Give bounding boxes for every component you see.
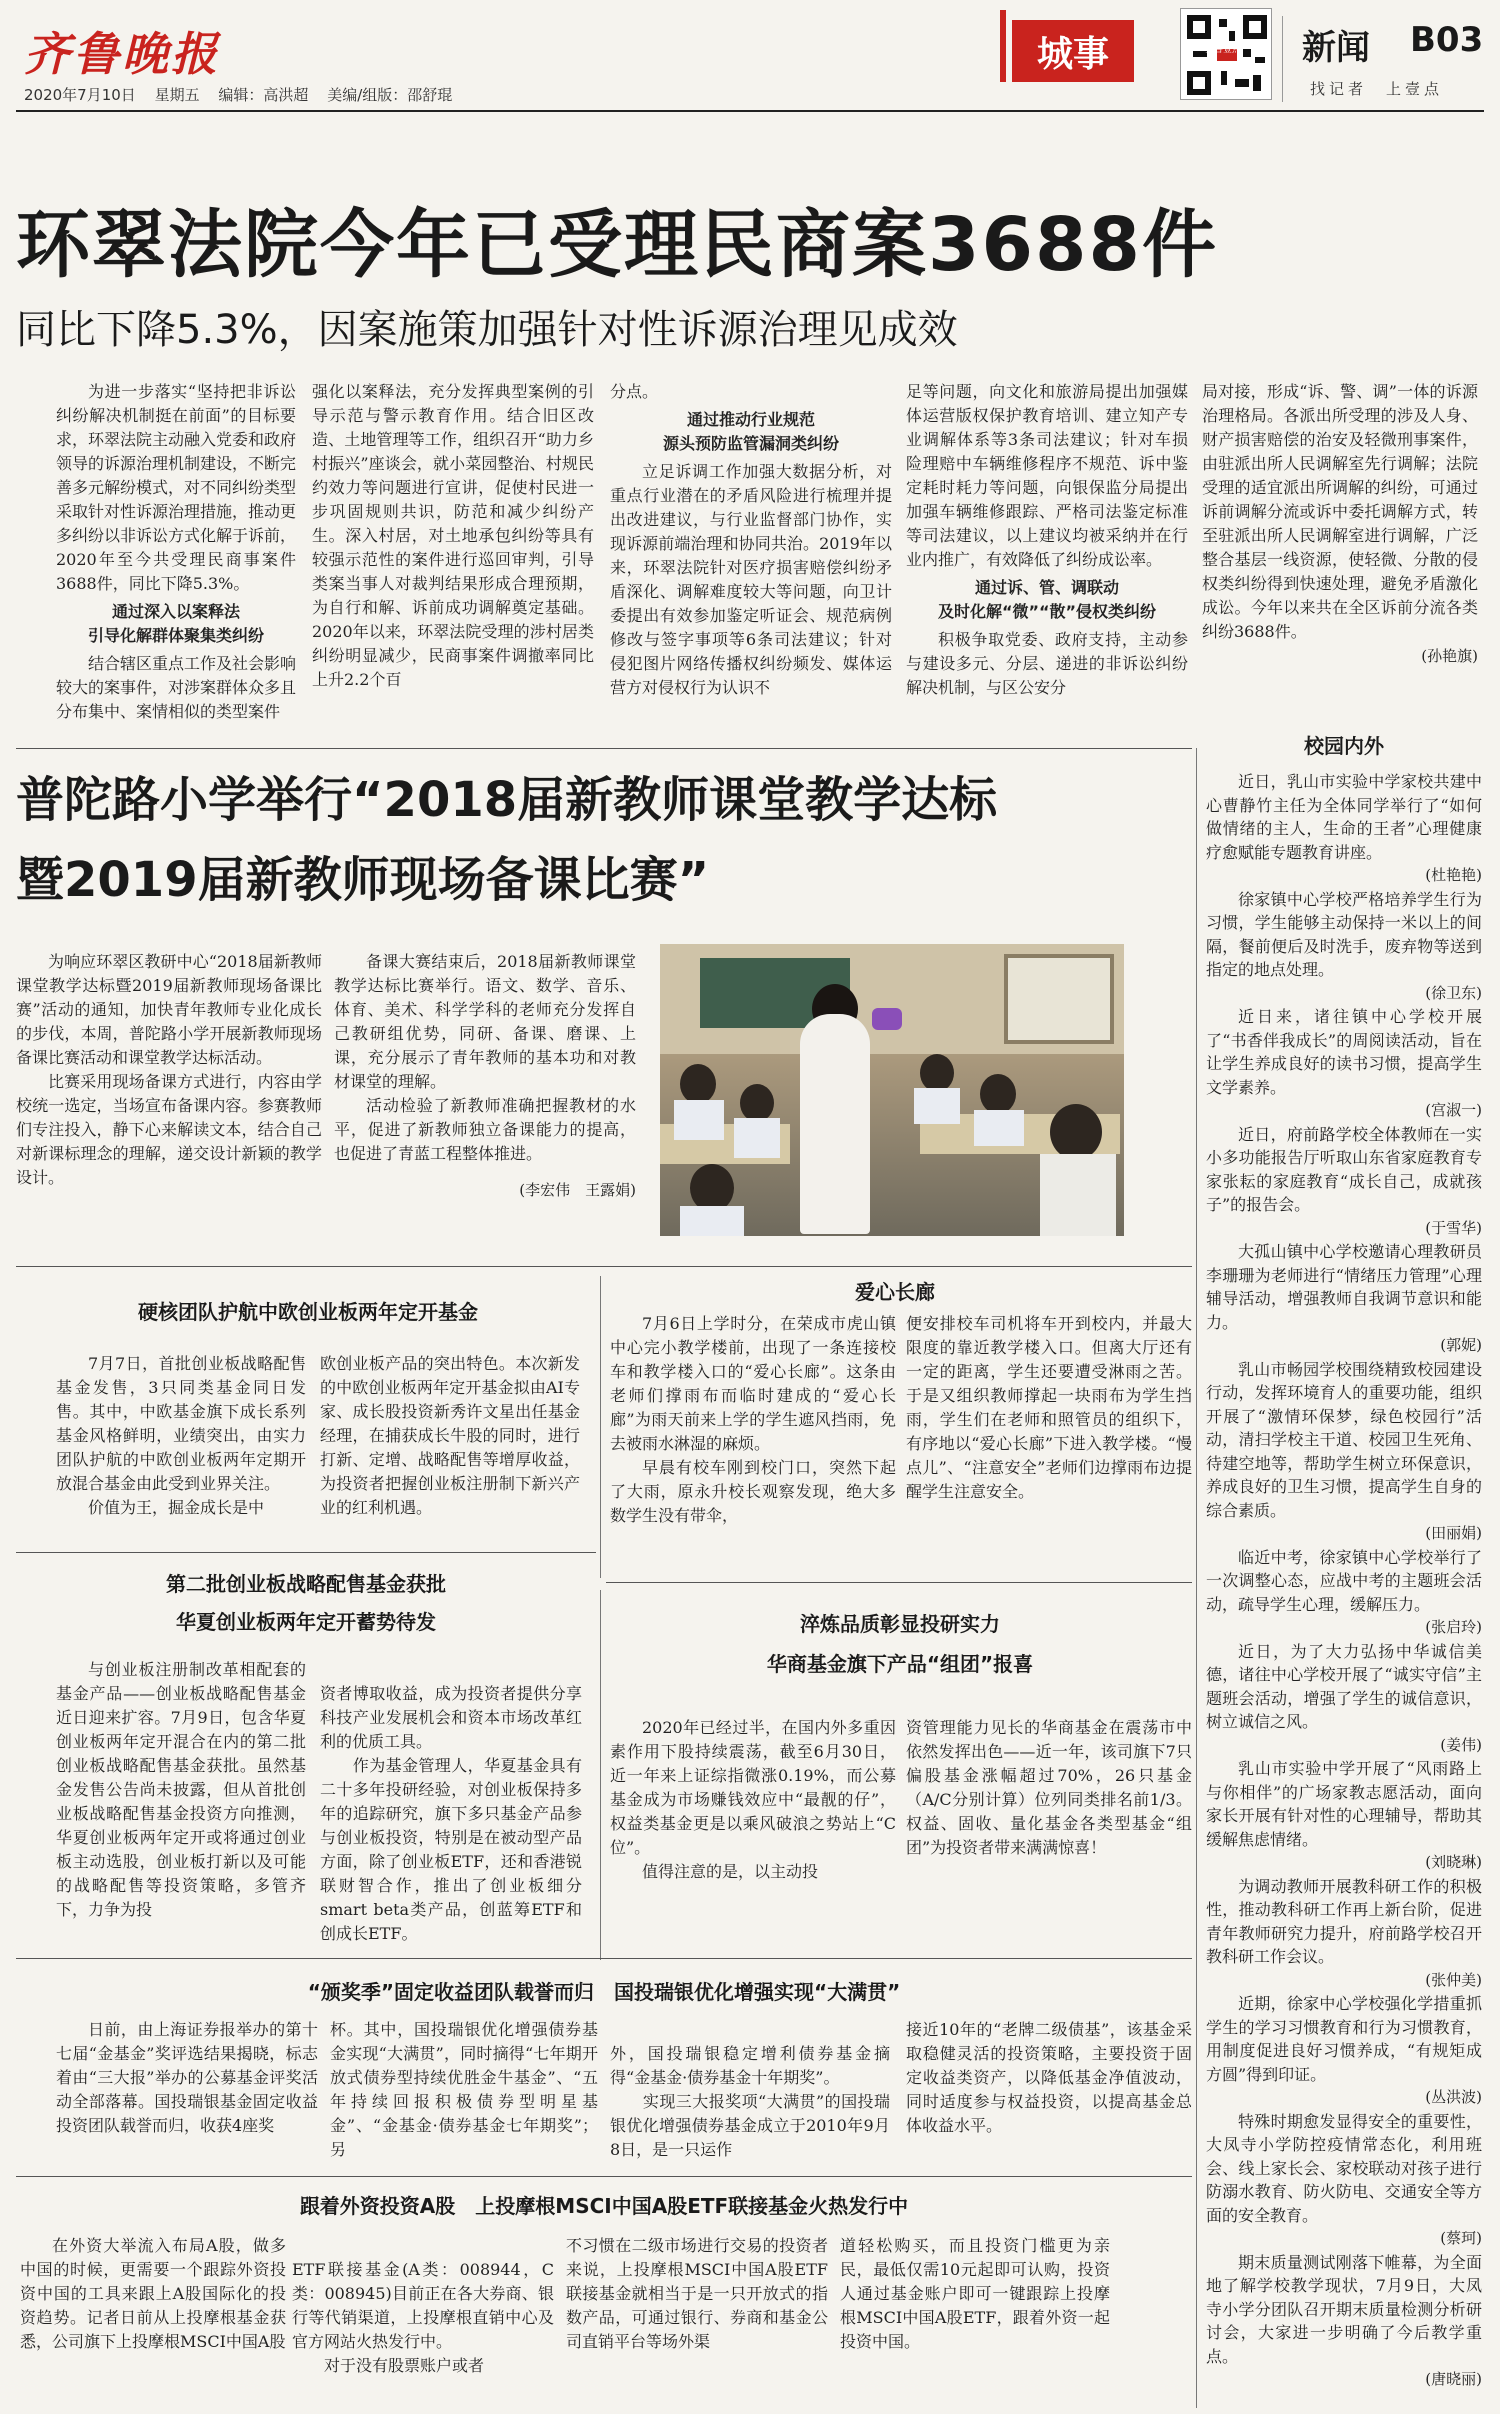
fund2-subheadline: 华夏创业板两年定开蓄势待发 [176,1610,436,1634]
fund4-para: 日前，由上海证券报举办的第十七届“金基金”奖评选结果揭晓，标志着由“三大报”举办的公募基金评奖活动全部落幕。国投瑞银基金固定收益投资团队载誉而归，收获4座奖 [56,2020,318,2135]
sidebar-brief [1206,2251,1482,2392]
lead-col-5 [1202,380,1478,668]
sidebar-brief-text: 乳山市实验中学开展了“风雨路上 与你相伴”的广场家教志愿活动，面向家长开展有针对性的心理辅导，帮助其缓解焦虑情绪。 [1206,1759,1499,1849]
fund5-col-4 [840,2234,1110,2354]
sidebar-brief-text: 近日，府前路学校全体教师在一实小多功能报告厅听取山东省家庭教育专家张耘的家庭教育“成长自己，成就孩子”的报告会。 [1206,1124,1482,1214]
school-headline-line1: 普陀路小学举行“2018届新教师课堂教学达标 [16,772,998,828]
sidebar-brief [1206,2110,1482,2251]
editor-credit: 编辑：高洪超 [218,86,309,104]
lead-para: 立足诉调工作加强大数据分析，对重点行业潜在的矛盾风险进行梳理并提出改进建议，与行业监督部门协作，实现诉源前端治理和协同共治。2019年以来，环翠法院针对医疗损害赔偿纠纷矛盾深化、调解难度较大等问题，向卫计委提出有效参加鉴定听证会、规范病例修改与签字事项等6条司法建议；针对侵犯图片网络传播权纠纷频发、媒体运营方对侵权行为认识不 [610,462,892,697]
lead-para: 强化以案释法，充分发挥典型案例的引导示范与警示教育作用。结合旧区改造、土地管理等工作，组织召开“助力乡村振兴”座谈会，就小菜园整治、村规民约效力等问题进行宣讲，促使村民进一步巩固规则共识，防范和减少纠纷产生。深入村居，对土地承包纠纷等具有较强示范性的案件进行巡回审判，引导类案当事人对裁判结果形成合理预期，为自行和解、诉前成功调解奠定基础。2020年以来，环翠法院受理的涉村居类纠纷明显减少，民商事案件调撤率同比上升2.2个百 [312,382,594,689]
issue-date: 2020年7月10日 [24,86,136,104]
fund1-para: 7月7日，首批创业板战略配售基金发售，3只同类基金同日发售。其中，中欧基金旗下成长系列基金风格鲜明，业绩突出，由实力团队护航的中欧创业板两年定期开放混合基金由此受到业界关注。 [56,1354,306,1493]
section-accent-bar [1000,10,1006,82]
sidebar-brief-text: 期末质量测试刚落下帷幕，为全面地了解学校教学现状，7月9日，大凤寺小学分团队召开期末质量检测分析研讨会，大家进一步明确了今后教学重点。 [1206,2252,1482,2366]
fund5-para: ETF联接基金(A类：008944，C类：008945)目前正在各大券商、银行等代销渠道，上投摩根直销中心及官方网站火热发行中。 对于没有股票账户或者 [292,2260,554,2375]
sidebar-brief-text: 近日，乳山市实验中学家校共建中心曹静竹主任为全体同学举行了“如何做情绪的主人，生命的王者”心理健康疗愈赋能专题教育讲座。 [1206,772,1482,862]
sidebar-brief-byline: (姜伟) [1440,1735,1482,1754]
sidebar-brief [1206,1123,1482,1241]
sidebar-brief [1206,770,1482,888]
fund4-col-3 [610,2018,890,2186]
sidebar-brief-byline: (刘晓琳) [1425,1853,1482,1871]
sidebar-brief-text: 近日来，诸往镇中心学校开展了“书香伴我成长”的周阅读活动，旨在让学生养成良好的读书习惯，提高学生文学素养。 [1206,1007,1482,1097]
classroom-photo [660,944,1124,1236]
sidebar-brief-text: 近期，徐家中心学校强化学措重抓学生的学习习惯教育和行为习惯教育，用制度促进良好习惯养成，“有规矩成方圆”得到印证。 [1206,1994,1482,2084]
sidebar-brief-byline: (田丽娟) [1425,1524,1482,1542]
fund1-col-1 [56,1352,306,1520]
lead-subheading-3: 通过诉、管、调联动 及时化解“微”“散”侵权类纠纷 [937,578,1157,621]
lead-col-2 [312,380,594,692]
fund5-col-2 [292,2234,554,2402]
fund4-col-1 [56,2018,318,2138]
fund5-para: 不习惯在二级市场进行交易的投资者来说，上投摩根MSCI中国A股ETF联接基金就相当于是一只开放式的指数产品，可通过银行、券商和基金公司直销平台等场外渠 [566,2236,828,2351]
fund3-para: 资管理能力见长的华商基金在震荡市中依然发挥出色——近一年，该司旗下7只偏股基金涨幅超过70%，26只基金（A/C分别计算）位列同类排名前1/3。权益、固收、量化基金各类型基金“组团”为投资者带来满满惊喜！ [906,1718,1192,1857]
lead-col-4 [906,380,1188,700]
sidebar-brief [1206,1240,1482,1358]
section-rule [606,1582,1192,1583]
lead-para: 分点。 [610,382,659,401]
page-number: B03 [1410,20,1484,60]
lead-col-1 [56,380,296,724]
sidebar-brief-byline: (宫淑一) [1425,1101,1482,1119]
masthead-rule [16,110,1484,112]
fund3-headline: 淬炼品质彰显投研实力 [800,1612,1000,1636]
fund1-col-2 [320,1352,580,1520]
fund2-headline: 第二批创业板战略配售基金获批 [166,1572,446,1596]
lead-para: 局对接，形成“诉、警、调”一体的诉源治理格局。各派出所受理的涉及人身、财产损害赔偿的治安及轻微刑事案件，由驻派出所人民调解室先行调解；法院受理的适宜派出所调解的纠纷，可通过诉前调解分流或诉中委托调解方式，转至驻派出所人民调解室进行调解，广泛整合基层一线资源，使轻微、分散的侵权类纠纷得到快速处理，避免矛盾激化成讼。今年以来共在全区诉前分流各类纠纷3688件。 [1202,382,1478,641]
sidebar-brief [1206,1875,1482,1993]
fund2-col-1 [56,1658,306,1922]
corridor-para: 便安排校车司机将车开到校内，并最大限度的靠近教学楼入口。但离大厅还有一定的距离，学生还要遭受淋雨之苦。于是又组织教师撑起一块雨布为学生挡雨，学生们在老师和照管员的组织下，有序地以“爱心长廊”下进入教学楼。“慢点儿”、“注意安全”老师们边撑雨布边提醒学生注意安全。 [906,1314,1192,1501]
sidebar-brief [1206,1757,1499,1875]
qr-label: 齐鲁壹点 [1205,45,1242,55]
lead-para: 结合辖区重点工作及社会影响较大的案事件，对涉案群体众多且分布集中、案情相似的类型案件 [56,654,297,721]
corridor-headline: 爱心长廊 [855,1280,935,1304]
fund1-para: 价值为王，掘金成长是中 [88,1498,265,1517]
school-para: 为响应环翠区教研中心“2018届新教师课堂教学达标暨2019届新教师现场备课比赛”活动的通知，加快青年教师专业化成长的步伐，本周，普陀路小学开展新教师现场备课比赛活动和课堂教学达标活动。 [16,952,322,1067]
fund5-col-1 [20,2234,286,2354]
sidebar-title: 校园内外 [1304,734,1384,758]
sidebar-brief-text: 近日，为了大力弘扬中华诚信美德，诸往中心学校开展了“诚实守信”主题班会活动，增强了学生的诚信意识，树立诚信之风。 [1206,1641,1482,1731]
fund3-col-2 [906,1716,1192,1860]
school-byline: (李宏伟 王露娟) [519,1181,636,1199]
fund4-col-2 [330,2018,598,2162]
channel-name: 新闻 [1302,28,1370,68]
fund1-para: 欧创业板产品的突出特色。本次新发的中欧创业板两年定开基金拟由AI专家、成长股投资新秀许文星出任基金经理，在捕获成长牛股的同时，进行打新、定增、战略配售等增厚收益，为投资者把握创业板注册制下新兴产业的红利机遇。 [320,1354,580,1517]
fund3-col-1 [610,1716,896,1884]
issue-weekday: 星期五 [154,86,200,104]
fund5-para: 道轻松购买，而且投资门槛更为亲民，最低仅需10元起即可认购，投资人通过基金账户即可一键跟踪上投摩根MSCI中国A股ETF，跟着外资一起投资中国。 [840,2236,1110,2351]
reporter-line: 找记者 上壹点 [1310,80,1444,98]
column-divider [600,1276,601,1578]
fund5-col-3 [566,2234,828,2354]
sidebar-brief [1206,1358,1482,1546]
sidebar-divider [1196,748,1197,2408]
corridor-para: 7月6日上学时分，在荣成市虎山镇中心完小教学楼前，出现了一条连接校车和教学楼入口的“爱心长廊”。这条由老师们撑雨布而临时建成的“爱心长廊”为雨天前来上学的学生遮风挡雨，免去被雨水淋湿的麻烦。 [610,1314,896,1453]
fund4-para: 接近10年的“老牌二级债基”，该基金采取稳健灵活的投资策略，主要投资于固定收益类资产，以降低基金净值波动，同时适度参与权益投资，以提高基金总体收益水平。 [906,2020,1192,2135]
corridor-col-1 [610,1312,896,1528]
newspaper-logo: 齐鲁晚报 [24,27,220,81]
fund3-subheadline: 华商基金旗下产品“组团”报喜 [766,1652,1034,1676]
sidebar-briefs [1206,770,1499,2392]
lead-byline: (孙艳旗) [1421,647,1478,665]
lead-subheading-1: 通过深入以案释法 引导化解群体聚集类纠纷 [87,602,264,645]
lead-para: 足等问题，向文化和旅游局提出加强媒体运营版权保护教育培训、建立知产专业调解体系等3条司法建议；针对车损险理赔中车辆维修程序不规范、诉中鉴定耗时耗力等问题，向银保监分局提出加强车辆维修跟踪、严格司法鉴定标准等司法建议，以上建议均被采纳并在行业内推广，有效降低了纠纷成讼率。 [906,382,1188,569]
lead-col-3 [610,380,892,700]
school-para: 活动检验了新教师准确把握教材的水平，促进了新教师独立备课能力的提高，也促进了青蓝工程整体推进。 [334,1096,636,1163]
sidebar-brief-text: 徐家镇中心学校严格培养学生行为习惯，学生能够主动保持一米以上的间隔，餐前便后及时洗手，废弃物等送到指定的地点处理。 [1206,889,1482,979]
lead-headline: 环翠法院今年已受理民商案3688件 [16,202,1218,288]
lead-para: 积极争取党委、政府支持，主动参与建设多元、分层、递进的非诉讼纠纷解决机制，与区公安分 [906,630,1188,697]
school-col-2 [334,950,636,1202]
sidebar-brief-byline: (张启玲) [1425,1618,1482,1636]
fund4-headline-b: 国投瑞银优化增强实现“大满贯” [614,1980,901,2004]
corridor-para: 早晨有校车刚到校门口，突然下起了大雨，原永升校长观察发现，绝大多数学生没有带伞， [610,1458,896,1525]
sidebar-brief-byline: (于雪华) [1425,1218,1482,1237]
school-para: 比赛采用现场备课方式进行，内容由学校统一选定，当场宣布备课内容。参赛教师们专注投入，静下心来解读文本，结合自己对新课标理念的理解，递交设计新颖的教学设计。 [16,1072,322,1187]
sidebar-brief-byline: (唐晓丽) [1425,2370,1482,2388]
fund5-para: 在外资大举流入布局A股，做多中国的时候，更需要一个跟踪外资投资中国的工具来跟上A股国际化的投资趋势。记者日前从上投摩根基金获悉，公司旗下上投摩根MSCI中国A股 [20,2236,286,2351]
section-tag: 城事 [1012,20,1134,82]
sidebar-brief-byline: (丛洪波) [1425,2088,1482,2106]
sidebar-brief-byline: (徐卫东) [1425,983,1482,1002]
sidebar-brief-byline: (杜艳艳) [1425,866,1482,884]
sidebar-brief [1206,1005,1482,1123]
section-rule [16,2176,1192,2177]
section-rule [16,1552,596,1553]
sidebar-brief-text: 为调动教师开展教科研工作的积极性，推动教科研工作再上新台阶，促进青年教师研究力提升，府前路学校召开教科研工作会议。 [1206,1876,1482,1966]
section-rule [16,748,1192,749]
section-rule [16,1266,1192,1267]
sidebar-brief [1206,888,1482,1006]
sidebar-brief-text: 临近中考，徐家镇中心学校举行了一次调整心态，应战中考的主题班会活动，疏导学生心理，缓解压力。 [1206,1547,1482,1614]
sidebar-brief-text: 特殊时期愈发显得安全的重要性，大凤寺小学防控疫情常态化，利用班会、线上家长会、家校联动对孩子进行防溺水教育、防火防电、交通安全等方面的安全教育。 [1206,2111,1482,2225]
section-rule [16,1958,1192,1959]
school-col-1 [16,950,322,1190]
fund3-para: 值得注意的是，以主动投 [642,1862,819,1881]
dateline [24,84,466,105]
sidebar-brief-text: 大孤山镇中心学校邀请心理教研员李珊珊为老师进行“情绪压力管理”心理辅导活动，增强教师自我调节意识和能力。 [1206,1242,1482,1332]
lead-subheading-2: 通过推动行业规范 源头预防监管漏洞类纠纷 [662,410,839,453]
fund5-headline: 跟着外资投资A股 上投摩根MSCI中国A股ETF联接基金火热发行中 [299,2194,909,2218]
fund2-col-2 [320,1658,582,1970]
sidebar-brief [1206,1992,1482,2110]
lead-subhead: 同比下降5.3%，因案施策加强针对性诉源治理见成效 [16,307,958,353]
school-headline-line2: 暨2019届新教师现场备课比赛” [16,852,710,908]
fund4-para: 杯。其中，国投瑞银优化增强债券基金实现“大满贯”，同时摘得“七年期开放式债券型持续优胜金牛基金”、“五年持续回报积极债券型明星基金”、“金基金·债券基金七年期奖”；另 [330,2020,598,2159]
fund2-para: 资者博取收益，成为投资者提供分享科技产业发展机会和资本市场改革红利的优质工具。 作为基金管理人，华夏基金具有二十多年投研经验，对创业板保持多年的追踪研究，旗下多只基金产品参与创业板投资，特别是在被动型产品方面，除了创业板ETF，还和香港锐联财智合作，推出了创业板细分smart beta类产品，创蓝筹ETF和创成长ETF。 [320,1684,582,1943]
fund4-headline [16,1976,1192,2005]
masthead-divider [1282,16,1283,102]
sidebar-brief-byline: (郭妮) [1440,1336,1482,1354]
sidebar-brief-text: 乳山市畅园学校围绕精致校园建设行动，发挥环境育人的重要功能，组织开展了“激情环保梦，绿色校园行”活动，清扫学校主干道、校园卫生死角、待建空地等，帮助学生树立环保意识，养成良好的卫生习惯，提高学生自身的综合素质。 [1206,1359,1482,1520]
fund4-col-4 [906,2018,1192,2138]
fund1-headline: 硬核团队护航中欧创业板两年定开基金 [138,1300,478,1324]
fund3-para: 2020年已经过半，在国内外多重因素作用下股持续震荡，截至6月30日，近一年来上证综指微涨0.19%，而公募基金成为市场赚钱效应中“最靓的仔”，权益类基金更是以乘风破浪之势站上“C位”。 [610,1718,896,1857]
corridor-col-2 [906,1312,1192,1504]
lead-para: 为进一步落实“坚持把非诉讼纠纷解决机制挺在前面”的目标要求，环翠法院主动融入党委和政府领导的诉源治理机制建设，不断完善多元解纷模式，对不同纠纷类型采取针对性诉源治理措施，推动更多纠纷以非诉讼方式化解于诉前，2020年至今共受理民商事案件3688件，同比下降5.3%。 [56,382,297,593]
sidebar-brief [1206,1640,1482,1758]
fund4-para: 外，国投瑞银稳定增利债券基金摘得“金基金·债券基金十年期奖”。 实现三大报奖项“大满贯”的国投瑞银优化增强债券基金成立于2010年9月8日，是一只运作 [610,2044,890,2159]
school-para: 备课大赛结束后，2018届新教师课堂教学达标比赛举行。语文、数学、音乐、体育、美术、科学学科的老师充分发挥自己教研组优势，同研、备课、磨课、上课，充分展示了青年教师的基本功和对教材课堂的理解。 [334,952,636,1091]
sidebar-brief-byline: (张仲美) [1425,1970,1482,1989]
designer-credit: 美编/组版：邵舒琨 [327,86,453,104]
sidebar-brief-byline: (蔡珂) [1440,2229,1482,2247]
sidebar-brief [1206,1546,1482,1640]
fund2-para: 与创业板注册制改革相配套的基金产品——创业板战略配售基金近日迎来扩容。7月9日，包含华夏创业板两年定开混合在内的第二批创业板战略配售基金获批。虽然基金发售公告尚未披露，但从首批创业板战略配售基金投资方向推测，华夏创业板两年定开或将通过创业板主动选股，创业板打新以及可能的战略配售等投资策略，多管齐下，力争为投 [56,1660,306,1919]
fund4-headline-a: “颁奖季”固定收益团队载誉而归 [307,1980,594,2004]
column-divider [600,1590,601,1960]
